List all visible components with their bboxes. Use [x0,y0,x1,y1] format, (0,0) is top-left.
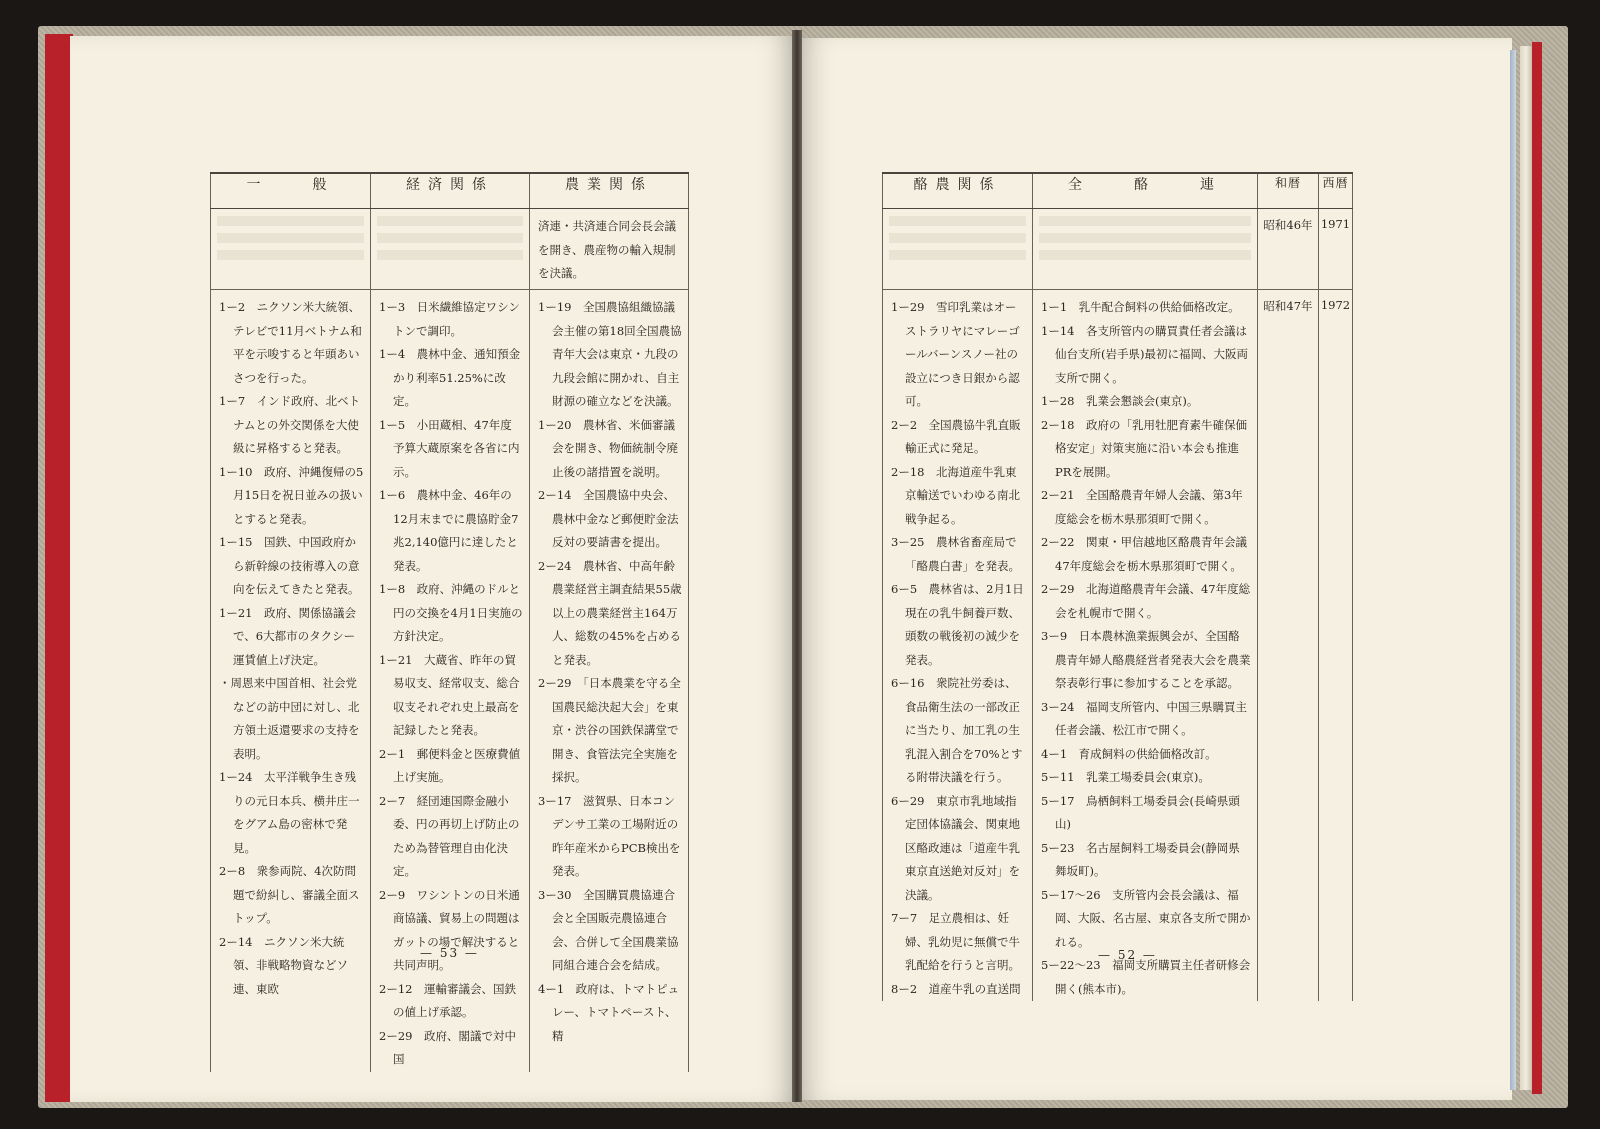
column-general [211,290,371,1072]
page-number-left: — 53 — [420,946,479,960]
entry: 1ー29 雪印乳業はオーストラリヤにマレーゴールバーンスノー社の設立につき日銀から認可。 [891,300,1020,408]
left-chronology-table [210,172,689,1072]
entry: 1ー4 農林中金、通知預金かり利率51.25%に改定。 [379,347,521,408]
column-agriculture [530,290,689,1072]
entry: 2ー14 全国農協中央会、農林中金など郵便貯金法反対の要請書を提出。 [538,488,679,549]
column-zenrakuren [1033,290,1258,1002]
entry: 2ー29 「日本農業を守る全国農民総決起大会」を東京・渋谷の国鉄保講堂で開き、食管法完全実施を採択。 [538,676,681,784]
entry: 2ー21 全国酪農青年婦人会議、第3年度総会を栃木県那須町で開く。 [1041,488,1243,526]
entry: 2ー1 郵便料金と医療費値上げ実施。 [379,746,521,784]
entry: 1ー28 乳業会懇談会(東京)。 [1041,394,1199,408]
entry: 1ー21 大蔵省、昨年の貿易収支、経常収支、総合収支それぞれ史上最高を記録したと発表。 [379,652,520,737]
entry: 2ー12 運輸審議会、国鉄の値上げ承認。 [379,981,516,1019]
entry: 5ー22〜23 福岡支所購買主任者研修会開く(熊本市)。 [1041,958,1251,996]
top-cell-general [211,209,371,290]
year-1971: 1971 [1320,217,1351,231]
entry: 1ー10 政府、沖縄復帰の5月15日を祝日並みの扱いとすると発表。 [219,464,364,526]
book-spine-left [45,34,73,1102]
entry: 1ー24 太平洋戦争生き残りの元日本兵、横井庄一をグアム島の密林で発見。 [219,770,360,855]
header-dairy: 酪農関係 [883,173,1033,209]
entry: 5ー23 名古屋飼料工場委員会(静岡県舞坂町)。 [1041,840,1240,878]
column-dairy [883,290,1033,1002]
header-western-year: 西暦 [1319,173,1353,209]
entry: 1ー8 政府、沖縄のドルと円の交換を4月1日実施の方針決定。 [379,582,523,643]
entry: 2ー24 農林省、中高年齢農業経営主調査結果55歳以上の農業経営主164万人、総数の45%を占めると発表。 [538,558,682,667]
top-year-wa-cell [1258,209,1319,290]
entry: 6ー16 衆院社労委は、食品衛生法の一部改正に当たり、加工乳の生乳混入割合を70%とする附帯決議を行う。 [891,676,1023,784]
main-year-wa-cell [1258,290,1319,1002]
book-spine-right [1532,42,1542,1094]
entry: 1ー7 インド政府、北ベトナムとの外交関係を大使級に昇格すると発表。 [219,394,361,455]
entry: 2ー2 全国農協牛乳直販輸正式に発足。 [891,417,1021,455]
main-year-sei-cell [1319,290,1353,1002]
entry: 3ー9 日本農林漁業振興会が、全国酪農青年婦人酪農経営者発表大会を農業祭表彰行事に参加することを承認。 [1041,629,1251,690]
entry: 2ー22 関東・甲信越地区酪農青年会議47年度総会を栃木県那須町で開く。 [1041,535,1247,573]
entry: 1ー20 農林省、米価審議会を開き、物価統制令廃止後の諸措置を説明。 [538,417,679,479]
entry: 3ー17 滋賀県、日本コンデンサ工業の工場附近の昨年産米からPCB検出を発表。 [538,793,681,878]
header-agriculture: 農業関係 [530,173,689,209]
book-gutter [792,30,802,1102]
year-showa-46: 昭和46年 [1263,218,1313,232]
entry: 5ー17 鳥栖飼料工場委員会(長崎県頭山) [1041,793,1240,831]
entry: 4ー1 政府は、トマトピュレー、トマトペースト、精 [538,981,680,1043]
top-cell-zenrakuren [1033,209,1258,290]
entry: 2ー9 ワシントンの日米通商協議、貿易上の問題はガットの場で解決すると共同声明。 [379,887,520,972]
entry: 4ー1 育成飼料の供給価格改訂。 [1041,746,1217,761]
blue-page-edge [1510,50,1516,1090]
header-zenrakuren: 全 酪 連 [1033,173,1258,209]
entry: 7ー7 足立農相は、妊婦、乳幼児に無償で牛乳配給を行うと言明。 [891,911,1020,972]
left-page [70,36,795,1102]
entry: 2ー29 政府、閣議で対中国 [379,1028,516,1066]
entry: ・周恩来中国首相、社会党などの訪中団に対し、北方領土返還要求の支持を表明。 [219,676,360,761]
entry: 6ー29 東京市乳地域指定団体協議会、関東地区酪政連は「道産牛乳東京直送絶対反対」を決議。 [891,793,1020,902]
entry: 1ー1 乳牛配合飼料の供給価格改定。 [1041,300,1240,314]
entry: 1ー21 政府、関係協議会で、6大都市のタクシー運賃値上げ決定。 [219,605,356,667]
entry: 1ー6 農林中金、46年の12月末までに農協貯金7兆2,140億円に達したと発表。 [379,488,519,573]
entry: 2ー18 政府の「乳用牡肥育素牛確保価格安定」対策実施に沿い本会も推進PRを展開。 [1041,417,1247,479]
header-economy: 経済関係 [371,173,530,209]
entry: 2ー8 衆参両院、4次防問題で紛糾し、審議全面ストップ。 [219,864,360,925]
entry: 1ー3 日米繊維協定ワシントンで調印。 [379,300,520,338]
entry: 3ー30 全国購買農協連合会と全国販売農協連合会、合併して全国農業協同組合連合会を結成。 [538,887,679,972]
page-number-right: — 52 — [1098,948,1157,962]
entry: 3ー25 農林省畜産局で「酪農白書」を発表。 [891,535,1020,573]
right-page [800,38,1512,1100]
top-cell-economy [371,209,530,290]
top-year-sei-cell [1319,209,1353,290]
entry: 2ー14 ニクソン米大統領、非戦略物資などソ連、東欧 [219,934,348,996]
header-general: 一 般 [211,173,371,209]
entry: 1ー5 小田蔵相、47年度予算大蔵原案を各省に内示。 [379,417,520,479]
year-1972: 1972 [1320,298,1351,312]
header-japanese-year: 和暦 [1258,173,1319,209]
top-cell-dairy [883,209,1033,290]
entry: 2ー7 経団連国際金融小委、円の再切上げ防止のため為替管理自由化決定。 [379,793,520,878]
entry: 5ー17〜26 支所管内会長会議は、福岡、大阪、名古屋、東京各支所で開かれる。 [1041,887,1251,949]
page-edges [1520,46,1532,1090]
right-chronology-table [882,172,1353,1001]
entry: 8ー2 道産牛乳の直送問 [891,981,1021,996]
top-cell-agriculture [530,209,689,290]
entry: 5ー11 乳業工場委員会(東京)。 [1041,770,1210,784]
top-agri-text: 済連・共済連合同会長会議を開き、農産物の輸入規制を決議。 [538,219,676,280]
year-showa-47: 昭和47年 [1263,299,1313,313]
entry: 3ー24 福岡支所管内、中国三県購買主任者会議、松江市で開く。 [1041,699,1247,737]
entry: 1ー2 ニクソン米大統領、テレビで11月ベトナム和平を示唆すると年頭あいさつを行った。 [219,300,362,385]
entry: 1ー19 全国農協組織協議会主催の第18回全国農協青年大会は東京・九段の九段会館に開かれ、自主財源の確立などを決議。 [538,300,682,408]
entry: 2ー18 北海道産牛乳東京輸送でいわゆる南北戦争起る。 [891,464,1020,526]
entry: 1ー14 各支所管内の購買責任者会議は仙台支所(岩手県)最初に福岡、大阪両支所で開く。 [1041,323,1248,385]
entry: 1ー15 国鉄、中国政府から新幹線の技術導入の意向を伝えてきたと発表。 [219,535,360,596]
entry: 6ー5 農林省は、2月1日現在の乳牛飼養戸数、頭数の戦後初の減少を発表。 [891,582,1024,667]
entry: 2ー29 北海道酪農青年会議、47年度総会を札幌市で開く。 [1041,582,1251,620]
